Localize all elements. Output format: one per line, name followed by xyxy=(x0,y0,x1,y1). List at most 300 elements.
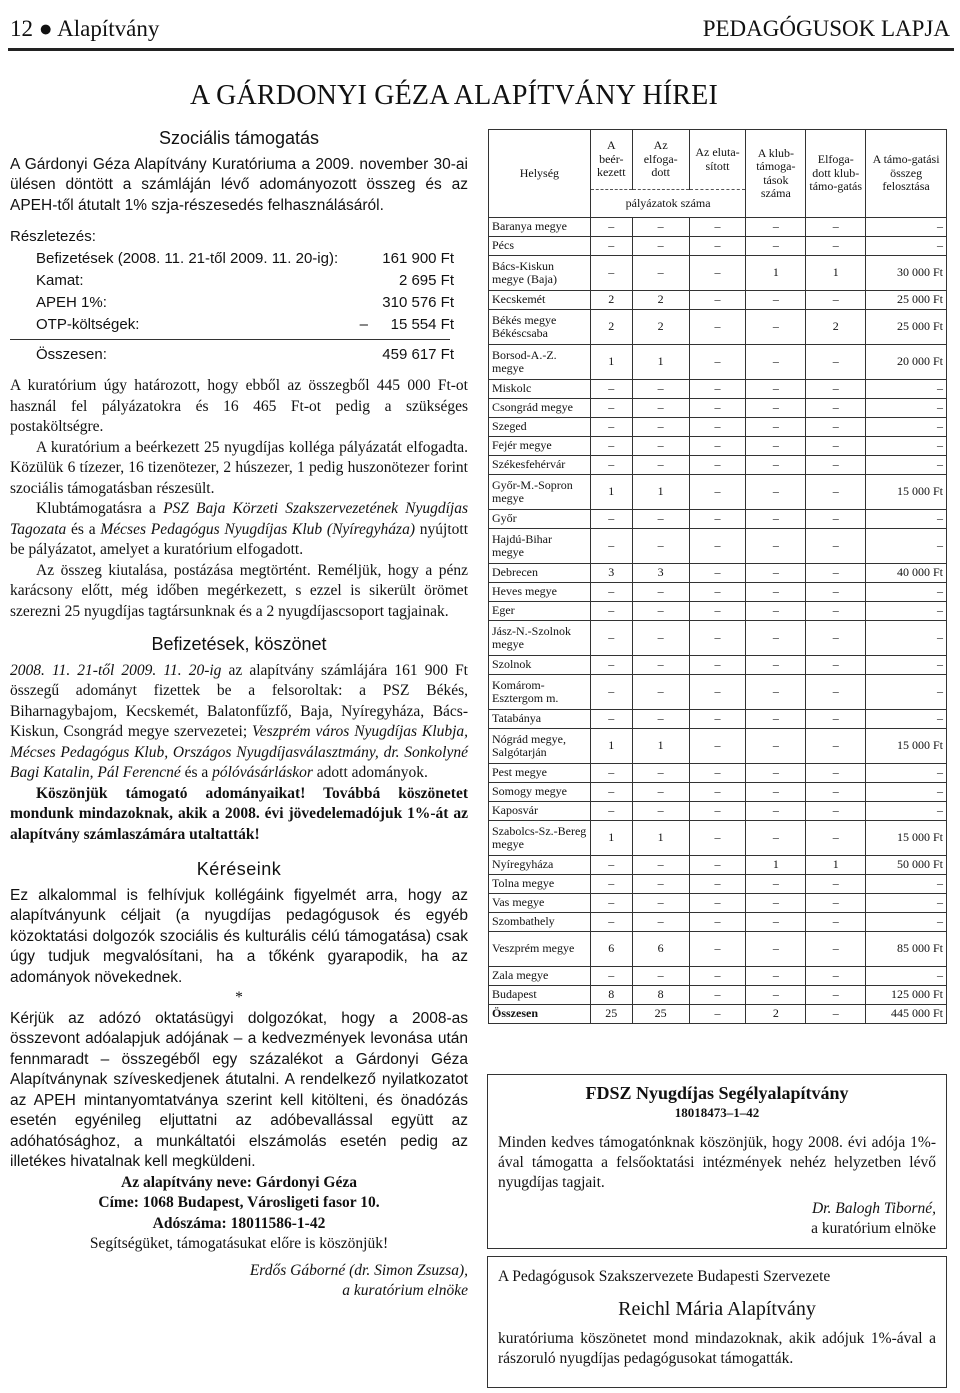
table-cell: 1 xyxy=(632,345,689,380)
table-cell: – xyxy=(746,583,806,602)
header-amount: A támo-gatási összeg felosztása xyxy=(866,130,947,218)
table-row xyxy=(489,894,947,913)
reichl-text: kuratóriuma köszönetet mond mindazoknak, akik adójuk 1%-ával a rászoruló nyugdíjas pedagógusokat támogatták. xyxy=(498,1330,936,1367)
table-cell: – xyxy=(866,675,947,710)
table-cell: – xyxy=(746,437,806,456)
table-cell: – xyxy=(632,675,689,710)
table-cell: – xyxy=(746,894,806,913)
table-cell: – xyxy=(866,602,947,621)
table-cell: – xyxy=(746,802,806,821)
table-cell: – xyxy=(689,564,746,583)
table-cell-place: Székesfehérvár xyxy=(489,456,591,475)
table-cell-place: Heves megye xyxy=(489,583,591,602)
table-cell: 2 xyxy=(632,310,689,345)
table-cell: – xyxy=(806,729,866,764)
table-cell: – xyxy=(632,456,689,475)
fdsz-signature-title: a kuratórium elnöke xyxy=(811,1220,936,1237)
table-cell: 2 xyxy=(590,291,632,310)
table-cell: – xyxy=(689,310,746,345)
table-cell: – xyxy=(590,456,632,475)
table-cell: – xyxy=(590,894,632,913)
table-cell-place: Vas megye xyxy=(489,894,591,913)
table-row xyxy=(489,218,947,237)
table-cell: – xyxy=(689,291,746,310)
detail-row: Befizetések (2008. 11. 21-től 2009. 11. 20-ig): 161 900 Ft xyxy=(36,250,454,267)
table-cell: – xyxy=(689,675,746,710)
requests-heading: Kéréseink xyxy=(196,859,282,879)
table-row xyxy=(489,380,947,399)
table-cell: – xyxy=(689,913,746,932)
table-row xyxy=(489,783,947,802)
table-cell: – xyxy=(746,564,806,583)
table-cell: – xyxy=(632,256,689,291)
table-row xyxy=(489,291,947,310)
table-cell: – xyxy=(806,291,866,310)
table-cell-place: Győr xyxy=(489,510,591,529)
table-cell: – xyxy=(632,875,689,894)
table-cell: – xyxy=(866,783,947,802)
table-cell: – xyxy=(806,932,866,967)
signature-title: a kuratórium elnöke xyxy=(342,1282,468,1299)
table-cell: – xyxy=(590,856,632,875)
table-cell: 8 xyxy=(632,986,689,1005)
table-cell: – xyxy=(806,345,866,380)
table-cell: – xyxy=(866,529,947,564)
left-column xyxy=(10,128,468,1302)
table-cell: – xyxy=(632,894,689,913)
page-title: A GÁRDONYI GÉZA ALAPÍTVÁNY HÍREI xyxy=(190,80,718,111)
table-cell: – xyxy=(806,583,866,602)
table-row xyxy=(489,802,947,821)
table-cell: – xyxy=(632,380,689,399)
table-cell: – xyxy=(806,529,866,564)
signature-name: Erdős Gáborné (dr. Simon Zsuzsa), xyxy=(249,1261,468,1279)
table-cell: – xyxy=(746,529,806,564)
table-cell-place: Szabolcs-Sz.-Bereg megye xyxy=(489,821,591,856)
table-cell-place: Összesen xyxy=(489,1005,591,1024)
requests-paragraph-1: Ez alkalommal is felhívjuk kollégáink figyelmét arra, hogy az alapítványunk céljait (a nyugdíjas pedagógusok és egyéb közoktatási dolgozók szociális és kulturális célú támogatása) csak úgy tudjuk megvalósítani, ha a tőkénk gyarapodik, ha az adományok növekednek. xyxy=(10,886,468,986)
table-cell-place: Veszprém megye xyxy=(489,932,591,967)
table-cell: – xyxy=(806,418,866,437)
header-rule xyxy=(8,48,954,51)
table-cell: – xyxy=(746,675,806,710)
table-cell: – xyxy=(806,1005,866,1024)
table-cell: – xyxy=(866,456,947,475)
table-cell: – xyxy=(806,675,866,710)
table-cell: 125 000 Ft xyxy=(866,986,947,1005)
reichl-title: Reichl Mária Alapítvány xyxy=(618,1298,816,1320)
table-cell: – xyxy=(746,656,806,675)
table-cell: – xyxy=(746,418,806,437)
table-cell: 25 xyxy=(590,1005,632,1024)
table-cell-place: Békés megye Békéscsaba xyxy=(489,310,591,345)
table-cell-place: Nyíregyháza xyxy=(489,856,591,875)
table-row xyxy=(489,475,947,510)
table-row xyxy=(489,583,947,602)
social-paragraph-2: A kuratórium a beérkezett 25 nyugdíjas kolléga pályázatát elfogadta. Közülük 6 tízezer, 16 tizenötezer, 2 húszezer, 1 pedig huszonötezer forint szociális támogatásban részesült. xyxy=(10,438,468,497)
header-section: 12 ● Alapítvány xyxy=(10,16,160,41)
table-cell: – xyxy=(806,237,866,256)
table-cell: – xyxy=(632,967,689,986)
table-cell: – xyxy=(632,418,689,437)
table-cell: 2 xyxy=(806,310,866,345)
table-cell: – xyxy=(590,256,632,291)
table-row xyxy=(489,856,947,875)
table-cell: – xyxy=(689,399,746,418)
table-cell: – xyxy=(746,602,806,621)
table-cell-place: Hajdú-Bihar megye xyxy=(489,529,591,564)
reichl-org: A Pedagógusok Szakszervezete Budapesti Szervezete xyxy=(498,1268,831,1285)
table-cell: – xyxy=(866,510,947,529)
table-cell: – xyxy=(866,237,947,256)
table-cell: – xyxy=(590,656,632,675)
table-cell: – xyxy=(689,802,746,821)
table-cell-place: Eger xyxy=(489,602,591,621)
social-paragraph-3: Klubtámogatásra a PSZ Baja Körzeti Szakszervezetének Nyugdíjas Tagozata és a Mécses Pedagógus Nyugdíjas Klub (Nyíregyháza) nyújtott be pályázatot, amelyet a kuratórium elfogadott. xyxy=(10,500,469,558)
table-cell: – xyxy=(806,821,866,856)
table-cell: – xyxy=(866,710,947,729)
table-cell-place: Miskolc xyxy=(489,380,591,399)
table-cell: – xyxy=(689,418,746,437)
table-cell: – xyxy=(689,237,746,256)
fdsz-box xyxy=(487,1074,947,1249)
table-cell: – xyxy=(632,783,689,802)
table-cell: – xyxy=(689,656,746,675)
table-cell: – xyxy=(806,967,866,986)
table-cell: – xyxy=(746,729,806,764)
table-row xyxy=(489,399,947,418)
table-cell: – xyxy=(746,380,806,399)
social-heading: Szociális támogatás xyxy=(158,128,320,148)
table-cell: – xyxy=(689,380,746,399)
table-total-row xyxy=(489,1005,947,1024)
payments-thanks: Köszönjük támogató adományaikat! Továbbá köszönetet mondunk mindazoknak, akik a 2008. évi jövedelemadójuk 1%-át az alapítvány számlaszámára utaltatták! xyxy=(10,784,468,843)
table-cell: – xyxy=(590,783,632,802)
table-cell-place: Kaposvár xyxy=(489,802,591,821)
table-cell-place: Szeged xyxy=(489,418,591,437)
table-cell: – xyxy=(806,656,866,675)
table-cell: – xyxy=(866,583,947,602)
foundation-address: Címe: 1068 Budapest, Városligeti fasor 10. xyxy=(98,1194,380,1211)
table-cell: – xyxy=(806,475,866,510)
table-cell: – xyxy=(806,894,866,913)
table-cell: – xyxy=(746,875,806,894)
table-cell: – xyxy=(632,710,689,729)
header-applications-count: pályázatok száma xyxy=(590,190,746,218)
table-cell: – xyxy=(806,913,866,932)
foundation-name: Az alapítvány neve: Gárdonyi Géza xyxy=(121,1173,357,1191)
table-cell: – xyxy=(746,310,806,345)
table-cell: 15 000 Ft xyxy=(866,821,947,856)
table-cell: – xyxy=(746,475,806,510)
table-cell: – xyxy=(689,894,746,913)
fdsz-title: FDSZ Nyugdíjas Segélyalapítvány xyxy=(585,1083,849,1103)
table-row xyxy=(489,237,947,256)
table-cell: – xyxy=(632,510,689,529)
table-cell: – xyxy=(590,218,632,237)
table-cell: – xyxy=(806,380,866,399)
table-cell: – xyxy=(590,399,632,418)
table-cell-place: Zala megye xyxy=(489,967,591,986)
table-cell: – xyxy=(806,399,866,418)
payments-paragraph: 2008. 11. 21-től 2009. 11. 20-ig az alapítvány számlájára 161 900 Ft összegű adományt fizettek be a felsoroltak: a PSZ Békés, Biharnagybajom, Kecskemét, Balatonfűzfő, Baja, Nyíregyháza, Bács-Kiskun, Csongrád megye szervezetei; Veszprém város Nyugdíjas Klubja, Mécses Pedagógus Klub, Országos Nyugdíjasválasztmány, dr. Sonkolyné Bagi Katalin, Pál Ferencné és a pólóvásárláskor adott adományok. xyxy=(10,661,469,781)
table-row xyxy=(489,418,947,437)
table-row xyxy=(489,967,947,986)
table-cell: 85 000 Ft xyxy=(866,932,947,967)
table-cell: – xyxy=(590,710,632,729)
table-cell: – xyxy=(632,913,689,932)
table-cell: – xyxy=(689,821,746,856)
table-cell: – xyxy=(590,913,632,932)
table-cell: – xyxy=(689,783,746,802)
table-cell: 445 000 Ft xyxy=(866,1005,947,1024)
table-cell: – xyxy=(632,764,689,783)
details-divider xyxy=(10,339,450,340)
table-cell: – xyxy=(590,510,632,529)
table-cell: – xyxy=(632,656,689,675)
table-cell: 6 xyxy=(590,932,632,967)
table-cell: – xyxy=(689,437,746,456)
table-cell: – xyxy=(746,345,806,380)
table-cell: – xyxy=(590,764,632,783)
table-cell: – xyxy=(689,218,746,237)
table-cell: – xyxy=(866,967,947,986)
table-cell: 1 xyxy=(806,256,866,291)
table-cell: 2 xyxy=(746,1005,806,1024)
table-cell-place: Somogy megye xyxy=(489,783,591,802)
table-cell: – xyxy=(632,437,689,456)
table-cell: – xyxy=(590,237,632,256)
table-cell: – xyxy=(689,256,746,291)
table-cell: 1 xyxy=(590,821,632,856)
table-cell: – xyxy=(689,729,746,764)
table-cell: – xyxy=(866,399,947,418)
table-cell: – xyxy=(746,821,806,856)
table-row xyxy=(489,310,947,345)
table-cell: 1 xyxy=(632,729,689,764)
header-accepted: Az elfoga-dott xyxy=(632,130,689,190)
table-cell: – xyxy=(866,418,947,437)
table-cell: – xyxy=(689,764,746,783)
table-row xyxy=(489,564,947,583)
table-cell: – xyxy=(689,529,746,564)
table-cell: – xyxy=(689,510,746,529)
table-cell: – xyxy=(590,380,632,399)
table-cell: – xyxy=(632,399,689,418)
table-cell: – xyxy=(746,783,806,802)
table-cell: 6 xyxy=(632,932,689,967)
table-row xyxy=(489,764,947,783)
table-cell: – xyxy=(806,783,866,802)
thanks-line: Segítségüket, támogatásukat előre is köszönjük! xyxy=(89,1235,389,1252)
fdsz-number: 18018473–1–42 xyxy=(674,1105,760,1120)
table-cell-place: Pest megye xyxy=(489,764,591,783)
table-cell: – xyxy=(590,675,632,710)
table-cell-place: Nógrád megye, Salgótarján xyxy=(489,729,591,764)
table-cell-place: Pécs xyxy=(489,237,591,256)
table-cell: 20 000 Ft xyxy=(866,345,947,380)
minus-sign: – xyxy=(359,316,368,333)
foundation-tax-number: Adószáma: 18011586-1-42 xyxy=(152,1214,326,1232)
table-cell: – xyxy=(590,602,632,621)
table-cell: – xyxy=(746,710,806,729)
table-cell: – xyxy=(689,621,746,656)
table-cell: – xyxy=(590,802,632,821)
social-paragraph-4: Az összeg kiutalása, postázása megtörtént. Reméljük, hogy a pénz karácsony előtt, még időben megérkezett, s ezzel is sikerült örömet szerezni 25 nyugdíjas tagtársunknak és a 2 nyugdíjascsoport tagjainak. xyxy=(10,561,468,620)
table-cell: – xyxy=(806,218,866,237)
table-cell: – xyxy=(689,456,746,475)
table-cell: – xyxy=(632,529,689,564)
table-cell: – xyxy=(746,764,806,783)
table-cell-place: Csongrád megye xyxy=(489,399,591,418)
table-cell: – xyxy=(866,764,947,783)
social-paragraph-1: A kuratórium úgy határozott, hogy ebből az összegből 445 000 Ft-ot használ fel pályázatokra és 16 465 Ft-ot pedig a szükséges postaköltségre. xyxy=(10,377,468,435)
table-cell: – xyxy=(746,291,806,310)
payments-heading: Befizetések, köszönet xyxy=(151,634,327,654)
table-cell: – xyxy=(632,802,689,821)
table-cell: – xyxy=(689,856,746,875)
table-cell: – xyxy=(689,875,746,894)
table-cell: – xyxy=(689,345,746,380)
details-block xyxy=(10,226,468,366)
table-cell: – xyxy=(689,1005,746,1024)
table-cell: – xyxy=(866,380,947,399)
table-cell: 25 xyxy=(632,1005,689,1024)
detail-row: OTP-költségek: – 15 554 Ft xyxy=(10,314,468,336)
table-cell-place: Komárom-Esztergom m. xyxy=(489,675,591,710)
table-cell: – xyxy=(746,218,806,237)
table-cell: – xyxy=(632,621,689,656)
page-header xyxy=(10,10,950,46)
table-row xyxy=(489,621,947,656)
separator-star: * xyxy=(235,989,243,1006)
table-cell: 40 000 Ft xyxy=(866,564,947,583)
table-cell: – xyxy=(866,218,947,237)
table-cell: – xyxy=(746,237,806,256)
table-cell: – xyxy=(590,967,632,986)
table-cell: – xyxy=(866,656,947,675)
table-cell-place: Jász-N.-Szolnok megye xyxy=(489,621,591,656)
table-cell: – xyxy=(590,529,632,564)
table-cell-place: Debrecen xyxy=(489,564,591,583)
table-cell: – xyxy=(590,418,632,437)
table-cell: – xyxy=(746,986,806,1005)
table-cell-place: Győr-M.-Sopron megye xyxy=(489,475,591,510)
table-cell: 1 xyxy=(590,345,632,380)
table-cell: – xyxy=(806,710,866,729)
detail-row: APEH 1%: 310 576 Ft xyxy=(36,294,454,311)
table-cell: – xyxy=(746,399,806,418)
table-cell-place: Tolna megye xyxy=(489,875,591,894)
table-cell: 1 xyxy=(632,475,689,510)
table-cell: 1 xyxy=(806,856,866,875)
table-cell: – xyxy=(866,621,947,656)
table-cell: 15 000 Ft xyxy=(866,729,947,764)
table-cell: 1 xyxy=(746,856,806,875)
table-cell: – xyxy=(866,802,947,821)
table-cell: – xyxy=(632,218,689,237)
table-cell: 1 xyxy=(746,256,806,291)
table-cell: 3 xyxy=(590,564,632,583)
table-row xyxy=(489,710,947,729)
table-row xyxy=(489,510,947,529)
table-row xyxy=(489,913,947,932)
table-cell: – xyxy=(746,621,806,656)
table-cell: – xyxy=(632,583,689,602)
table-cell: – xyxy=(689,583,746,602)
table-cell: 2 xyxy=(590,310,632,345)
table-cell: – xyxy=(806,621,866,656)
table-cell: – xyxy=(866,913,947,932)
table-cell: – xyxy=(866,875,947,894)
table-row xyxy=(489,529,947,564)
table-cell: 3 xyxy=(632,564,689,583)
table-cell-place: Tatabánya xyxy=(489,710,591,729)
table-cell: – xyxy=(689,710,746,729)
table-cell: – xyxy=(806,456,866,475)
details-label: Részletezés: xyxy=(10,228,96,245)
table-cell: – xyxy=(806,510,866,529)
table-cell: – xyxy=(689,932,746,967)
header-publication: PEDAGÓGUSOK LAPJA xyxy=(702,16,950,41)
header-received: A beér-kezett xyxy=(590,130,632,190)
table-cell: – xyxy=(689,602,746,621)
table-row xyxy=(489,345,947,380)
table-cell: – xyxy=(689,986,746,1005)
header-club-accepted: Elfoga-dott klub-támo-gatás xyxy=(806,130,866,218)
header-rejected: Az eluta-sított xyxy=(689,130,746,190)
table-cell: 1 xyxy=(590,729,632,764)
table-cell: 8 xyxy=(590,986,632,1005)
table-cell: – xyxy=(806,602,866,621)
detail-row: Kamat: 2 695 Ft xyxy=(36,272,454,289)
table-cell: 15 000 Ft xyxy=(866,475,947,510)
table-cell: – xyxy=(590,875,632,894)
table-row xyxy=(489,437,947,456)
table-row xyxy=(489,656,947,675)
table-row xyxy=(489,986,947,1005)
table-row xyxy=(489,729,947,764)
table-cell: – xyxy=(746,932,806,967)
table-cell: 2 xyxy=(632,291,689,310)
table-cell: – xyxy=(632,602,689,621)
table-row xyxy=(489,456,947,475)
table-cell: – xyxy=(689,475,746,510)
requests-paragraph-2: Kérjük az adózó oktatásügyi dolgozókat, hogy a 2008-as összevont adóalapjuk adójának – a kedvezmények levonása után fennmaradt – összegéből egy százalékot a Gárdonyi Géza Alapítványnak szíveskedjenek átutalni. A rendelkező nyilatkozatot az APEH mintanyomtatványa szerint kell kitölteni, és önadózás esetén egyénileg eljuttatni az adóbevallással együtt az adóhatósághoz, a munkáltatói elszámolás esetén pedig az illetékes hivatalnak kell megküldeni. xyxy=(10,1009,468,1170)
table-row xyxy=(489,256,947,291)
table-cell-place: Kecskemét xyxy=(489,291,591,310)
reichl-box xyxy=(487,1256,947,1388)
table-row xyxy=(489,602,947,621)
applications-table xyxy=(488,129,947,1024)
social-intro: A Gárdonyi Géza Alapítvány Kuratóriuma a 2009. november 30-ai ülésen döntött a számláján lévő adományozott összeg és az APEH-től átutalt 1% szja-részesedés felhasználásáról. xyxy=(10,155,468,214)
table-row xyxy=(489,875,947,894)
table-cell: – xyxy=(590,437,632,456)
fdsz-signature-name: Dr. Balogh Tiborné, xyxy=(811,1200,936,1217)
table-cell: – xyxy=(806,986,866,1005)
table-cell-place: Borsod-A.-Z. megye xyxy=(489,345,591,380)
table-cell: – xyxy=(746,456,806,475)
table-row xyxy=(489,675,947,710)
table-row xyxy=(489,821,947,856)
table-cell: 25 000 Ft xyxy=(866,291,947,310)
table-cell: 50 000 Ft xyxy=(866,856,947,875)
table-cell: – xyxy=(632,856,689,875)
table-cell: – xyxy=(806,437,866,456)
detail-total-row: Összesen: 459 617 Ft xyxy=(36,346,454,363)
table-row xyxy=(489,932,947,967)
table-cell: – xyxy=(806,764,866,783)
